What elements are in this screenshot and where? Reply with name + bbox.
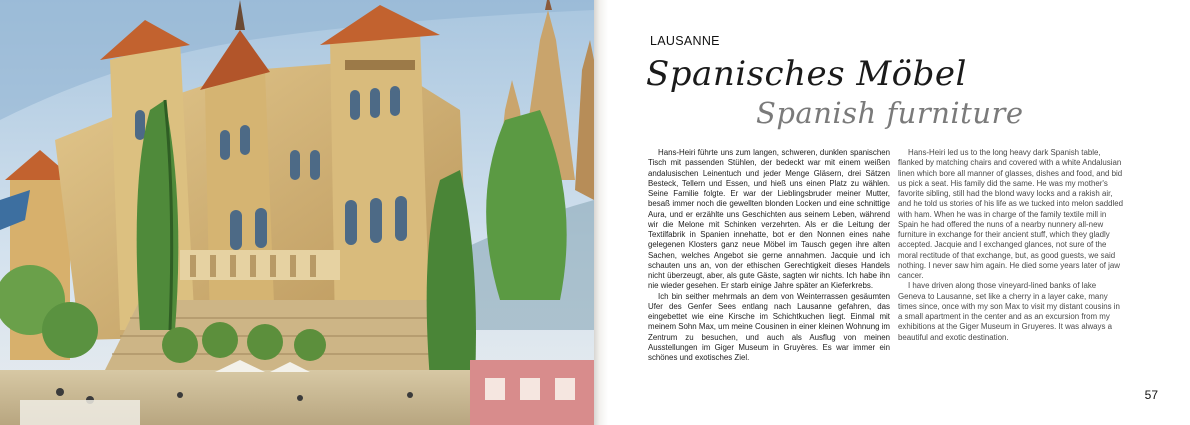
german-text-column <box>648 148 890 363</box>
english-paragraph: I have driven along those vineyard-lined banks of lake Geneva to Lausanne, set like a cherry in a layer cake, many times since, once with my son Max to visit my distant cousins in a small apartment in the center and as an excursion from my exhibitions at the Giger Museum in Gruyeres. It was always a beautiful and exotic destination. <box>898 281 1120 342</box>
location-heading: LAUSANNE <box>650 34 720 48</box>
text-page <box>608 0 1190 425</box>
title-english: Spanish furniture <box>756 96 1024 130</box>
english-text-column <box>898 148 1124 343</box>
german-paragraph: Ich bin seither mehrmals an dem von Weinterrassen gesäumten Ufer des Genfer Sees entlang nach Lausanne gefahren, das eingebettet wie eine Kirsche im Schichtkuchen liegt. Einmal mit meinem Sohn Max, um meine Cousinen in einer kleinen Wohnung im Zentrum zu besuchen, und auch als Ausflug von meinen Ausstellungen im Giger Museum in Gruyères. Es war immer ein schönes und exotisches Ziel. <box>648 291 890 362</box>
book-gutter <box>594 0 608 425</box>
title-german: Spanisches Möbel <box>646 54 967 94</box>
german-paragraph: Hans-Heiri führte uns zum langen, schweren, dunklen spanischen Tisch mit passenden Stühlen, der bedeckt war mit einem weißen andalusischen Leinentuch und jeder Menge Gläsern, drei Sätzen Besteck, Tellern und Essen, und hieß uns einen Platz zu wählen. Seine Familie folgte. Er war der Lieblingsbruder meiner Mutter, besaß immer noch die gewellten blonden Locken und eine schnittige Aura, und er erzählte uns Geschichten aus seinem Leben, während wir die Melone mit Schinken verzehrten. Als er die Leitung der Textilfabrik in Spanien innehatte, bot er den Nonnen eines nahe gelegenen Klosters ganz neue Möbel im Tausch gegen ihre alten Sachen, welches Angebot sie gerne annahmen. Jacquie und ich schauten uns an, von der ethischen Gerechtigkeit dieses Handels nicht überzeugt, aber, als gute Gäste, sagten wir nichts. Ich habe ihn nie wieder gesehen. Er starb einige Jahre später an Kieferkrebs. <box>648 148 890 291</box>
english-paragraph: Hans-Heiri led us to the long heavy dark Spanish table, flanked by matching chairs and covered with a white Andalusian linen which bore all manner of glasses, dishes and food, and bid us pick a seat. His family did the same. He was my mother's favorite sibling, still had the blond wavy locks and a rakish air, and he told us stories of his life as we tucked into melon saddled with ham. When he was in charge of the family textile mill in Spain he had offered the nuns of a nearby nunnery all-new furniture in exchange for their ancient stuff, which they gladly accepted. Jacquie and I exchanged glances, not sure of the moral rectitude of that exchange, but, as good guests, we said nothing. I never saw him again. He died some years later of jaw cancer. <box>898 148 1124 280</box>
watercolor-illustration <box>0 0 594 425</box>
page-number: 57 <box>1144 388 1158 402</box>
